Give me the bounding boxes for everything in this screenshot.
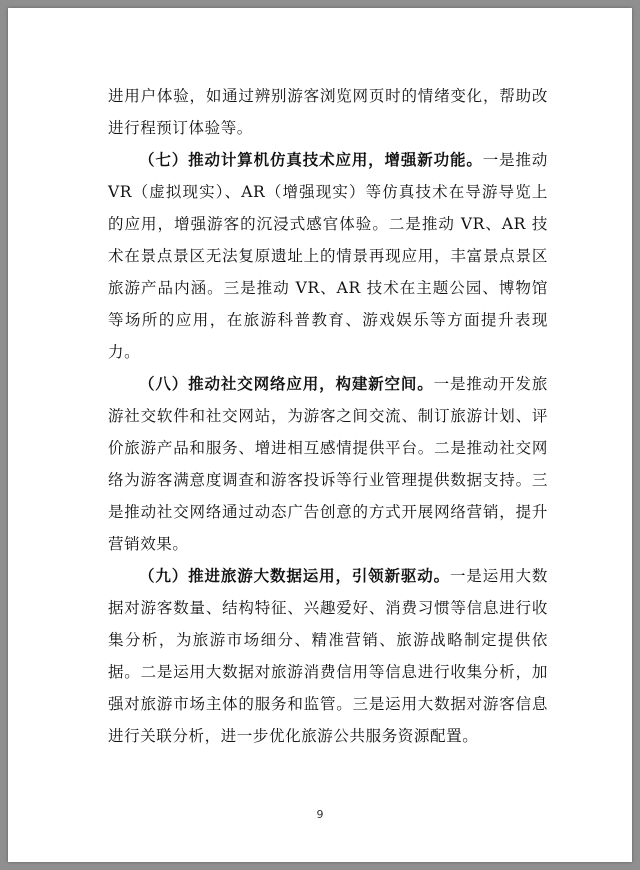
document-body bbox=[108, 80, 548, 752]
paragraph-section-9 bbox=[108, 560, 548, 752]
paragraph-text: 进用户体验，如通过辨别游客浏览网页时的情绪变化，帮助改进行程预订体验等。 bbox=[108, 87, 548, 137]
paragraph-section-7 bbox=[108, 144, 548, 368]
page-number: 9 bbox=[316, 808, 324, 821]
section-heading-8: （八）推动社交网络应用，构建新空间。 bbox=[139, 374, 434, 393]
paragraph-continuation bbox=[108, 80, 548, 144]
paragraph-section-8 bbox=[108, 368, 548, 560]
document-page bbox=[8, 8, 632, 862]
paragraph-text: 一是推动开发旅游社交软件和社交网站，为游客之间交流、制订旅游计划、评价旅游产品和服务、增进相互感情提供平台。二是推动社交网络为游客满意度调查和游客投诉等行业管理提供数据支持。三是推动社交网络通过动态广告创意的方式开展网络营销，提升营销效果。 bbox=[108, 375, 548, 553]
paragraph-text: 一是推动 VR（虚拟现实）、AR（增强现实）等仿真技术在导游导览上的应用，增强游客的沉浸式感官体验。二是推动 VR、AR 技术在景点景区无法复原遗址上的情景再现应用，丰富景点景区旅游产品内涵。三是推动 VR、AR 技术在主题公园、博物馆等场所的应用，在旅游科普教育、游戏娱乐等方面提升表现力。 bbox=[108, 151, 548, 361]
section-heading-9: （九）推进旅游大数据运用，引领新驱动。 bbox=[139, 566, 451, 585]
paragraph-text: 一是运用大数据对游客数量、结构特征、兴趣爱好、消费习惯等信息进行收集分析，为旅游市场细分、精准营销、旅游战略制定提供依据。二是运用大数据对旅游消费信用等信息进行收集分析，加强对旅游市场主体的服务和监管。三是运用大数据对游客信息进行关联分析，进一步优化旅游公共服务资源配置。 bbox=[108, 567, 548, 745]
section-heading-7: （七）推动计算机仿真技术应用，增强新功能。 bbox=[139, 150, 483, 169]
